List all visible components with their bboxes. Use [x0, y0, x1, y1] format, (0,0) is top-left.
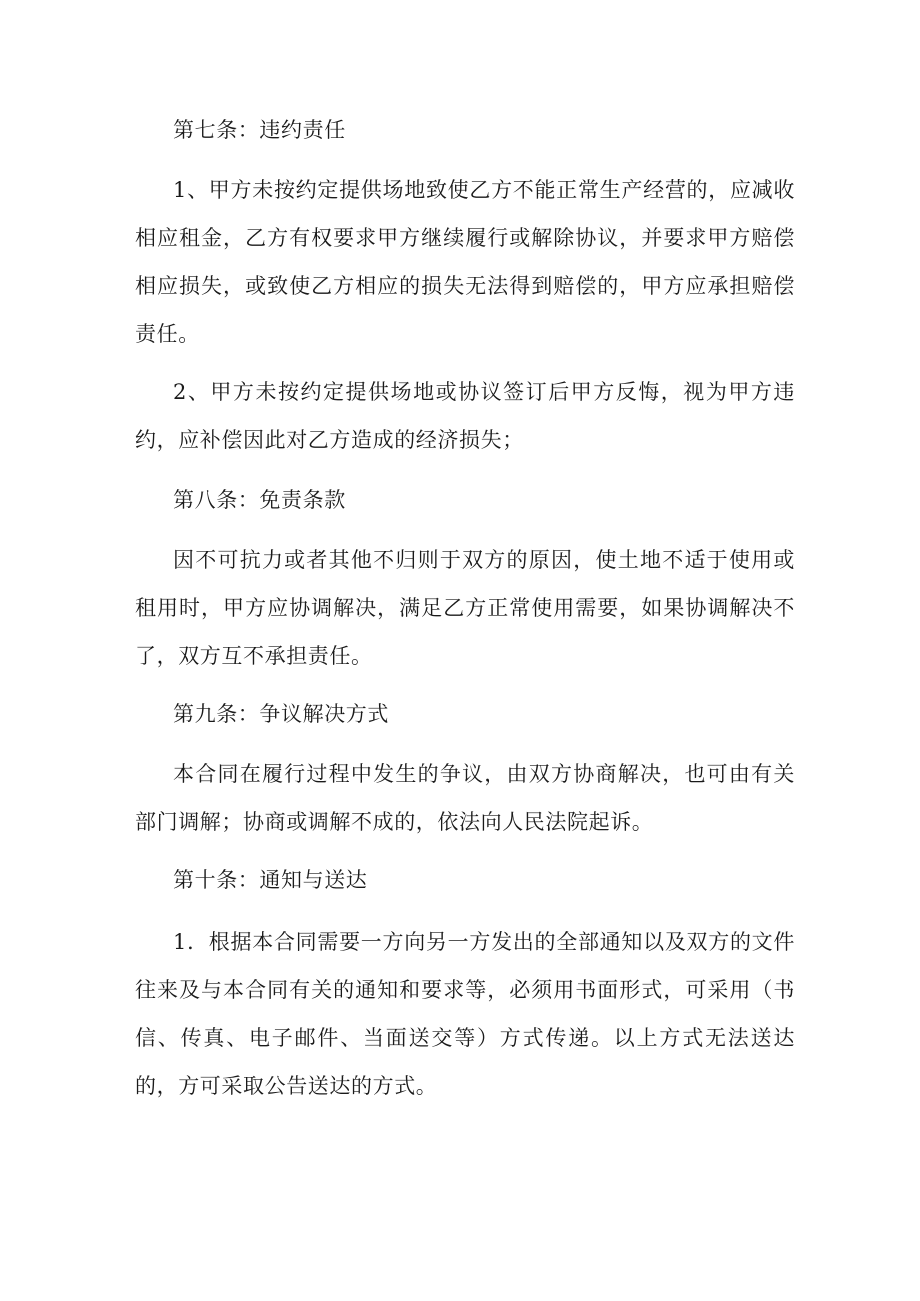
article-10-clause-1: 1．根据本合同需要一方向另一方发出的全部通知以及双方的文件往来及与本合同有关的通知和要求等，必须用书面形式，可采用（书信、传真、电子邮件、当面送交等）方式传递。以上方式无法送达的，方可采取公告送达的方式。 [135, 930, 795, 1098]
article-9-heading: 第九条：争议解决方式 [173, 702, 389, 726]
article-7-clause-1: 1、甲方未按约定提供场地致使乙方不能正常生产经营的，应减收相应租金，乙方有权要求甲方继续履行或解除协议，并要求甲方赔偿相应损失，或致使乙方相应的损失无法得到赔偿的，甲方应承担赔偿责任。 [135, 178, 795, 346]
article-7-clause-2: 2、甲方未按约定提供场地或协议签订后甲方反悔，视为甲方违约，应补偿因此对乙方造成的经济损失； [135, 380, 795, 452]
article-8-body: 因不可抗力或者其他不归则于双方的原因，使土地不适于使用或租用时，甲方应协调解决，满足乙方正常使用需要，如果协调解决不了，双方互不承担责任。 [135, 548, 795, 668]
article-7-heading: 第七条：违约责任 [173, 118, 346, 142]
article-10-heading: 第十条：通知与送达 [173, 868, 368, 892]
article-8-heading: 第八条：免责条款 [173, 488, 346, 512]
article-9-body: 本合同在履行过程中发生的争议，由双方协商解决，也可由有关部门调解；协商或调解不成的，依法向人民法院起诉。 [135, 762, 795, 834]
